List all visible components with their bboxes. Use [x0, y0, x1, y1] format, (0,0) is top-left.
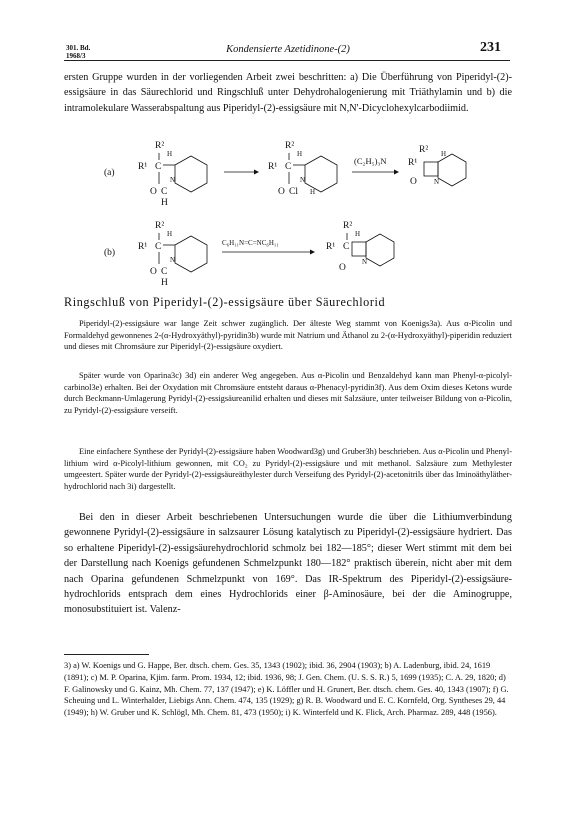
header-rule: [64, 60, 510, 61]
svg-text:C: C: [343, 242, 350, 252]
arrow-a2-head: [394, 170, 399, 175]
structure-acid-b: [138, 221, 207, 288]
intro-paragraph: ersten Gruppe wurden in der vorliegenden Arbeit zwei beschritten: a) Die Überführung von Piperidyl-(2)-essigsäure in das Säurechlorid und Ringschluß unter Dehydrohalogenierung mit Triäthylamin und b) die intramolekulare Wasserabspaltung aus Piperidyl-(2)-essigsäure mit N,N'-Dicyclohexylcarbodiimid.: [64, 72, 512, 114]
svg-text:C: C: [155, 162, 162, 172]
arrow-b-head: [310, 250, 315, 255]
small-paragraph-2: Später wurde von Oparina3c) 3d) ein anderer Weg angegeben. Aus α-Picolin und Benzaldehyd kann man Phenyl-α-picolyl-carbinol3e) erhalten. Bei der Oxydation mit Chromsäure entsteht daraus α-Phenacyl-pyridin3f). Aus dem Oxim dieses Ketons wurde durch Beckmann-Umlagerung Pyridyl-(2)-essigsäureanilid erhalten und dieses mit Salzsäure, unter teilweiser Bildung von α-Picolin, zu Pyridyl-(2)-essigsäure verseift.: [64, 371, 512, 415]
volume-number: 301. Bd.: [66, 44, 91, 52]
structure-acid-chloride: [268, 141, 337, 197]
svg-text:N: N: [170, 176, 176, 184]
reagent-dcc: C₆H₁₁N=C=NC₆H₁₁: [222, 239, 279, 247]
svg-text:Cl: Cl: [289, 187, 298, 197]
structure-lactam-b: [326, 221, 394, 273]
svg-text:H: H: [167, 150, 173, 158]
svg-text:N: N: [434, 178, 440, 186]
section-heading: Ringschluß von Piperidyl-(2)-essigsäure über Säurechlorid: [64, 295, 386, 309]
svg-text:C: C: [155, 242, 162, 252]
svg-text:N: N: [300, 176, 306, 184]
svg-text:R¹: R¹: [326, 242, 336, 252]
svg-text:H: H: [310, 188, 316, 196]
svg-text:O: O: [150, 187, 157, 197]
svg-text:O: O: [150, 267, 157, 277]
reaction-scheme: [64, 132, 512, 290]
svg-text:H: H: [441, 150, 447, 158]
structure-acid-a: [138, 141, 207, 208]
svg-text:C: C: [161, 187, 168, 197]
svg-text:H: H: [355, 230, 361, 238]
footnote-references: 3) a) W. Koenigs und G. Happe, Ber. dtsch. chem. Ges. 35, 1343 (1902); ibid. 36, 2904 (1903); b) A. Ladenburg, ibid. 24, 1619 (1891); c) M. P. Oparina, Kjim. farm. Prom. 1934, 12; ibid. 1936, 98; J. Gen. Chem. (U. S. S. R.) 5, 1699 (1935); C. A. 29, 1820; d) F. Galinowsky und G. Kainz, Mh. Chem. 77, 137 (1947); e) K. Löffler und H. Grunert, Ber. dtsch. chem. Ges. 40, 1343 (1907); f) G. Scheuing und L. Winterhalder, Liebigs Ann. Chem. 474, 135 (1929); g) R. B. Woodward und E. C. Kornfeld, Org. Syntheses 29, 44 (1949); h) W. Gruber und K. Schlögl, Mh. Chem. 81, 473 (1950); i) K. Winterfeld und K. Flick, Arch. Pharmaz. 289, 448 (1956).: [64, 661, 509, 718]
svg-text:R¹: R¹: [408, 158, 418, 168]
arrow-a1-head: [254, 170, 259, 175]
small-paragraph-1: Piperidyl-(2)-essigsäure war lange Zeit schwer zugänglich. Der älteste Weg stammt von Koenigs3a). Aus α-Picolin und Formaldehyd gewonnenes 2-(α-Hydroxyäthyl)-pyridin3b) wurde mit Natrium und Äthanol zu 2-(α-Hydroxyäthyl)-piperidin reduziert und dieses mit Chromsäure zur Piperidyl-(2)-essigsäure oxydiert.: [64, 319, 512, 352]
svg-text:N: N: [170, 256, 176, 264]
svg-text:O: O: [278, 187, 285, 197]
svg-text:R²: R²: [343, 221, 353, 231]
svg-text:R¹: R¹: [138, 242, 148, 252]
svg-text:R²: R²: [155, 141, 165, 151]
reagent-triethylamine: (C₂H₅)₃N: [354, 156, 387, 166]
svg-text:H: H: [167, 230, 173, 238]
svg-text:R²: R²: [155, 221, 165, 231]
svg-text:R²: R²: [419, 145, 429, 155]
page-number: 231: [480, 40, 501, 55]
svg-text:C: C: [161, 267, 168, 277]
svg-text:R¹: R¹: [268, 162, 278, 172]
svg-text:N: N: [362, 258, 368, 266]
svg-text:H: H: [161, 278, 168, 288]
svg-text:C: C: [285, 162, 292, 172]
scheme-label-b: (b): [104, 248, 116, 258]
svg-text:H: H: [161, 198, 168, 208]
svg-text:H: H: [297, 150, 303, 158]
svg-text:O: O: [339, 263, 346, 273]
svg-text:R¹: R¹: [138, 162, 148, 172]
small-paragraph-3: Eine einfachere Synthese der Pyridyl-(2)-essigsäure haben Woodward3g) und Gruber3h) beschrieben. Aus α-Picolin und Phenyl-lithium wird α-Picolyl-lithium gewonnen, mit CO₂ zu Pyridyl-(2)-essigsäure und mit methanol. Salzsäure zum Methylester umgeestert. Später wurde der Pyridyl-(2)-essigsäureäthylester durch Verseifung des Pyridyl-(2)-acetonitrils über das Iminoäthyläther-hydrochlorid nach 3i) dargestellt.: [64, 447, 512, 491]
volume-year: 1968/3: [66, 52, 86, 60]
footnote-rule: [64, 654, 149, 655]
main-paragraph: Bei den in dieser Arbeit beschriebenen Untersuchungen wurde die über die Lithiumverbindung gewonnene Pyridyl-(2)-essigsäure in salzsaurer Lösung katalytisch zu Piperidyl-(2)-essigsäure hydriert. Das so erhaltene Piperidyl-(2)-essigsäurehydrochlorid schmolz bei 182—185°; dieser Wert stimmt mit dem bei der Darstellung nach Koenigs gefundenen Schmelzpunkt 180—182° praktisch überein, nicht aber mit dem nach Oparina gefundenen Schmelzpunkt von 169°. Das IR-Spektrum des Piperidyl-(2)-essigsäure-hydrochlorids entsprach dem eines Hydrochlorids einer β-Aminosäure, bei der die Aminogruppe, monosubstituiert ist. Valenz-: [64, 512, 512, 616]
running-title: Kondensierte Azetidinone-(2): [226, 44, 350, 55]
svg-text:O: O: [410, 177, 417, 187]
svg-text:R²: R²: [285, 141, 295, 151]
scheme-label-a: (a): [104, 168, 115, 178]
structure-lactam-a: [408, 145, 466, 187]
